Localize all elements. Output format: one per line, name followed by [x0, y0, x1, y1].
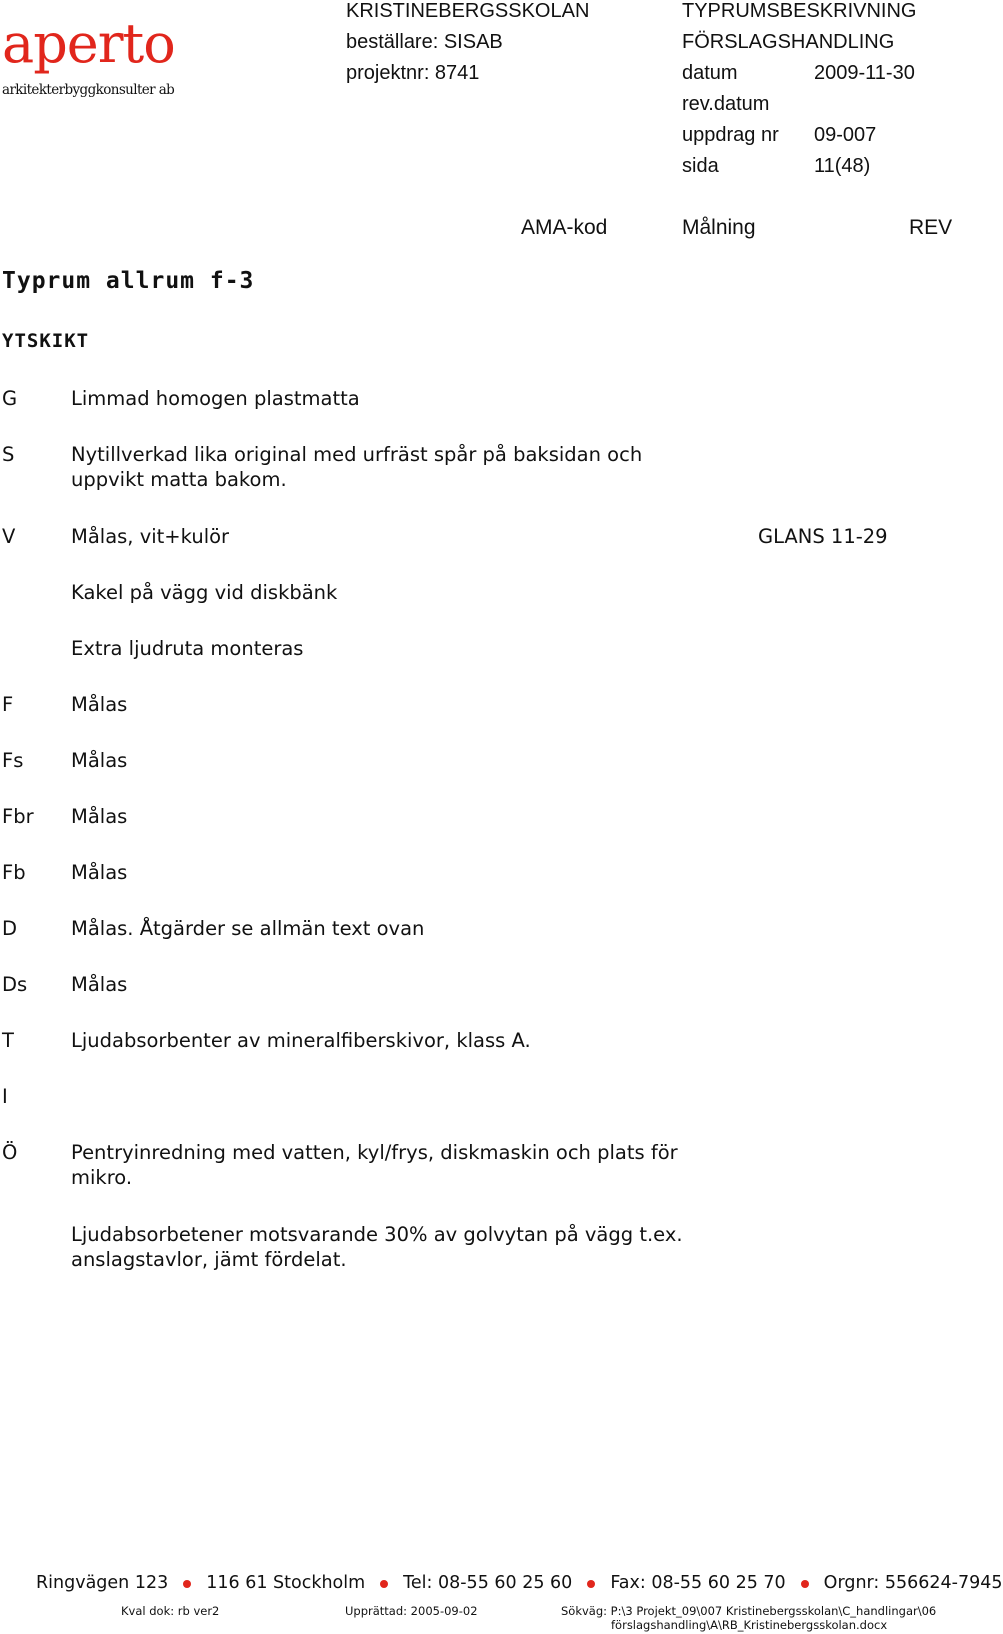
bullet-icon: [801, 1580, 809, 1588]
column-revision: REV: [909, 216, 953, 239]
bullet-icon: [183, 1580, 191, 1588]
assignment-value: 09-007: [814, 124, 877, 146]
row-description: Målas: [71, 805, 128, 828]
row-code: G: [2, 387, 18, 410]
row-description: Limmad homogen plastmatta: [71, 387, 360, 410]
footer-quality-doc: Kval dok: rb ver2: [121, 1604, 220, 1618]
row-code: Fbr: [2, 805, 34, 828]
row-description: Målas: [71, 749, 128, 772]
row-description: Målas: [71, 973, 128, 996]
row-code: Fb: [2, 861, 26, 884]
subsection-title: YTSKIKT: [2, 330, 90, 352]
row-code: S: [2, 443, 15, 466]
row-description: Målas. Åtgärder se allmän text ovan: [71, 917, 425, 940]
page-label: sida: [682, 155, 719, 177]
row-code: T: [2, 1029, 14, 1052]
row-description: Ljudabsorbetener motsvarande 30% av golvytan på vägg t.ex. anslagstavlor, jämt fördelat.: [71, 1223, 683, 1271]
bullet-icon: [380, 1580, 388, 1588]
row-description: Extra ljudruta monteras: [71, 637, 304, 660]
row-description: Nytillverkad lika original med urfräst spår på baksidan och uppvikt matta bakom.: [71, 443, 643, 491]
footer-created: Upprättad: 2005-09-02: [345, 1604, 478, 1618]
assignment-label: uppdrag nr: [682, 124, 779, 146]
row-description: Målas: [71, 861, 128, 884]
row-description: Ljudabsorbenter av mineralfiberskivor, klass A.: [71, 1029, 531, 1052]
row-code: Ö: [2, 1141, 18, 1164]
row-code: F: [2, 693, 14, 716]
date-label: datum: [682, 62, 738, 84]
row-code: Ds: [2, 973, 28, 996]
client-line: beställare: SISAB: [346, 31, 503, 53]
row-code: Fs: [2, 749, 24, 772]
footer-path-cont: förslagshandling\A\RB_Kristinebergsskolan.docx: [611, 1618, 888, 1632]
footer-orgnr: Orgnr: 556624-7945: [823, 1573, 1003, 1593]
column-ama-code: AMA-kod: [521, 216, 608, 239]
row-code: V: [2, 525, 16, 548]
date-value: 2009-11-30: [814, 62, 915, 84]
footer-tel: Tel: 08-55 60 25 60: [403, 1573, 573, 1593]
column-painting: Målning: [682, 216, 756, 239]
footer-path: Sökväg: P:\3 Projekt_09\007 Kristinebergsskolan\C_handlingar\06: [561, 1604, 937, 1618]
company-tagline: arkitekterbyggkonsulter ab: [2, 82, 175, 98]
footer-fax: Fax: 08-55 60 25 70: [610, 1573, 786, 1593]
project-name: KRISTINEBERGSSKOLAN: [346, 0, 590, 22]
rev-date-label: rev.datum: [682, 93, 770, 115]
row-description: Målas, vit+kulör: [71, 525, 230, 548]
bullet-icon: [587, 1580, 595, 1588]
footer-contact: [36, 1573, 1003, 1593]
company-logo: aperto: [2, 12, 175, 75]
gloss-value: GLANS 11-29: [758, 525, 888, 548]
row-code: D: [2, 917, 18, 940]
document-type: TYPRUMSBESKRIVNING: [682, 0, 917, 22]
row-description: Pentryinredning med vatten, kyl/frys, diskmaskin och plats för mikro.: [71, 1141, 678, 1189]
row-code: I: [2, 1085, 8, 1108]
document-stage: FÖRSLAGSHANDLING: [682, 31, 895, 53]
row-description: Målas: [71, 693, 128, 716]
section-title: Typrum allrum f-3: [2, 268, 255, 294]
project-number: projektnr: 8741: [346, 62, 480, 84]
page-value: 11(48): [814, 155, 871, 177]
footer-postal: 116 61 Stockholm: [206, 1573, 366, 1593]
row-description: Kakel på vägg vid diskbänk: [71, 581, 338, 604]
footer-address: Ringvägen 123: [36, 1573, 169, 1593]
